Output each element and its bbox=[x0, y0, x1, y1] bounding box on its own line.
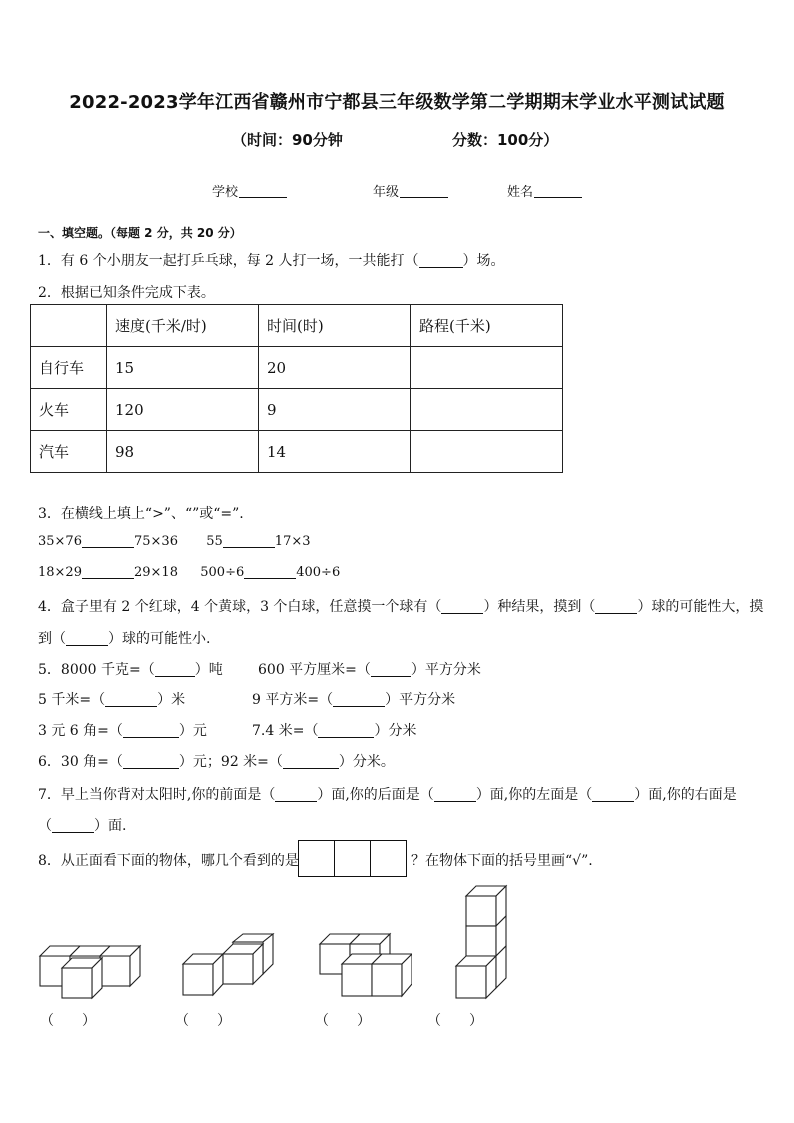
school-label: 学校 bbox=[212, 185, 239, 200]
question-5-item: 5 千米=（ ）米 bbox=[38, 692, 186, 708]
answer-paren-b[interactable]: （ ） bbox=[175, 1013, 231, 1029]
cube-figure-a bbox=[38, 940, 150, 1000]
answer-blank[interactable] bbox=[592, 801, 634, 802]
answer-blank[interactable] bbox=[333, 706, 385, 707]
question-1: 1．有 6 个小朋友一起打乒乓球，每 2 人打一场，一共能打（ ）场。 bbox=[38, 253, 505, 269]
table-row bbox=[31, 347, 563, 389]
answer-blank[interactable] bbox=[82, 547, 134, 548]
section-heading: 一、填空题。（每题 2 分，共 20 分） bbox=[38, 226, 242, 240]
exam-time: （时间：90分钟 bbox=[232, 131, 343, 149]
question-5-item: 9 平方米=（ ）平方分米 bbox=[252, 692, 456, 708]
table-cell bbox=[31, 305, 107, 347]
table-cell: 98 bbox=[107, 431, 259, 473]
answer-blank[interactable] bbox=[595, 613, 637, 614]
cube-figure-b bbox=[181, 932, 277, 998]
comparison-row-2: 18×29 29×18 500÷6 400÷6 bbox=[38, 565, 341, 580]
school-field[interactable] bbox=[212, 181, 287, 200]
table-cell: 路程(千米) bbox=[411, 305, 563, 347]
answer-blank[interactable] bbox=[105, 706, 157, 707]
question-3: 3．在横线上填上“>”、“”或“=”. bbox=[38, 506, 244, 522]
question-8-text: 8．从正面看下面的物体，哪几个看到的是 bbox=[38, 853, 299, 869]
answer-blank[interactable] bbox=[419, 267, 463, 268]
question-8-text-end: ？在物体下面的括号里画“√”. bbox=[411, 853, 593, 869]
answer-paren-d[interactable]: （ ） bbox=[427, 1013, 483, 1029]
front-view-three-squares bbox=[299, 840, 407, 877]
page-title: 2022-2023学年江西省赣州市宁都县三年级数学第二学期期末学业水平测试试题 bbox=[69, 92, 725, 113]
name-label: 姓名 bbox=[507, 185, 534, 200]
answer-blank[interactable] bbox=[123, 768, 179, 769]
answer-blank[interactable] bbox=[244, 578, 296, 579]
table-row bbox=[31, 389, 563, 431]
answer-cell[interactable] bbox=[411, 431, 563, 473]
table-cell: 9 bbox=[259, 389, 411, 431]
answer-paren-a[interactable]: （ ） bbox=[40, 1013, 96, 1029]
comparison-row-1: 35×76 75×36 55 17×3 bbox=[38, 534, 311, 549]
question-5-item: 5．8000 千克=（ ）吨 bbox=[38, 662, 223, 678]
answer-blank[interactable] bbox=[283, 768, 339, 769]
answer-blank[interactable] bbox=[441, 613, 483, 614]
table-cell: 火车 bbox=[31, 389, 107, 431]
answer-blank[interactable] bbox=[318, 737, 374, 738]
grade-field[interactable] bbox=[373, 181, 448, 200]
answer-blank[interactable] bbox=[155, 676, 195, 677]
question-7-cont: （ ）面. bbox=[38, 818, 127, 834]
answer-blank[interactable] bbox=[123, 737, 179, 738]
table-row bbox=[31, 431, 563, 473]
table-cell: 14 bbox=[259, 431, 411, 473]
table-cell: 汽车 bbox=[31, 431, 107, 473]
answer-blank[interactable] bbox=[371, 676, 411, 677]
speed-time-distance-table bbox=[30, 304, 563, 473]
grade-label: 年级 bbox=[373, 185, 400, 200]
answer-blank[interactable] bbox=[52, 832, 94, 833]
table-header-row bbox=[31, 305, 563, 347]
table-cell: 自行车 bbox=[31, 347, 107, 389]
question-4: 4．盒子里有 2 个红球，4 个黄球，3 个白球，任意摸一个球有（ ）种结果，摸到（ ）球的可能性大，摸 bbox=[38, 599, 764, 615]
cube-figure-d bbox=[454, 884, 510, 1002]
question-6: 6．30 角=（ ）元；92 米=（ ）分米。 bbox=[38, 754, 395, 770]
table-cell: 120 bbox=[107, 389, 259, 431]
answer-blank[interactable] bbox=[275, 801, 317, 802]
question-5-item: 7.4 米=（ ）分米 bbox=[252, 723, 417, 739]
table-cell: 15 bbox=[107, 347, 259, 389]
question-5-item: 3 元 6 角=（ ）元 bbox=[38, 723, 207, 739]
table-cell: 20 bbox=[259, 347, 411, 389]
answer-cell[interactable] bbox=[411, 389, 563, 431]
question-4-cont: 到（ ）球的可能性小. bbox=[38, 631, 211, 647]
table-cell: 速度(千米/时) bbox=[107, 305, 259, 347]
question-5-item: 600 平方厘米=（ ）平方分米 bbox=[258, 662, 481, 678]
cube-figure-c bbox=[318, 932, 412, 998]
answer-cell[interactable] bbox=[411, 347, 563, 389]
question-2: 2．根据已知条件完成下表。 bbox=[38, 285, 215, 301]
answer-blank[interactable] bbox=[434, 801, 476, 802]
table-cell: 时间(时) bbox=[259, 305, 411, 347]
answer-blank[interactable] bbox=[66, 645, 108, 646]
name-field[interactable] bbox=[507, 181, 582, 200]
question-7: 7．早上当你背对太阳时,你的前面是（ ）面,你的后面是（ ）面,你的左面是（ ）面,你的右面是 bbox=[38, 787, 737, 803]
exam-score: 分数：100分） bbox=[452, 131, 559, 149]
answer-paren-c[interactable]: （ ） bbox=[315, 1013, 371, 1029]
answer-blank[interactable] bbox=[223, 547, 275, 548]
answer-blank[interactable] bbox=[82, 578, 134, 579]
